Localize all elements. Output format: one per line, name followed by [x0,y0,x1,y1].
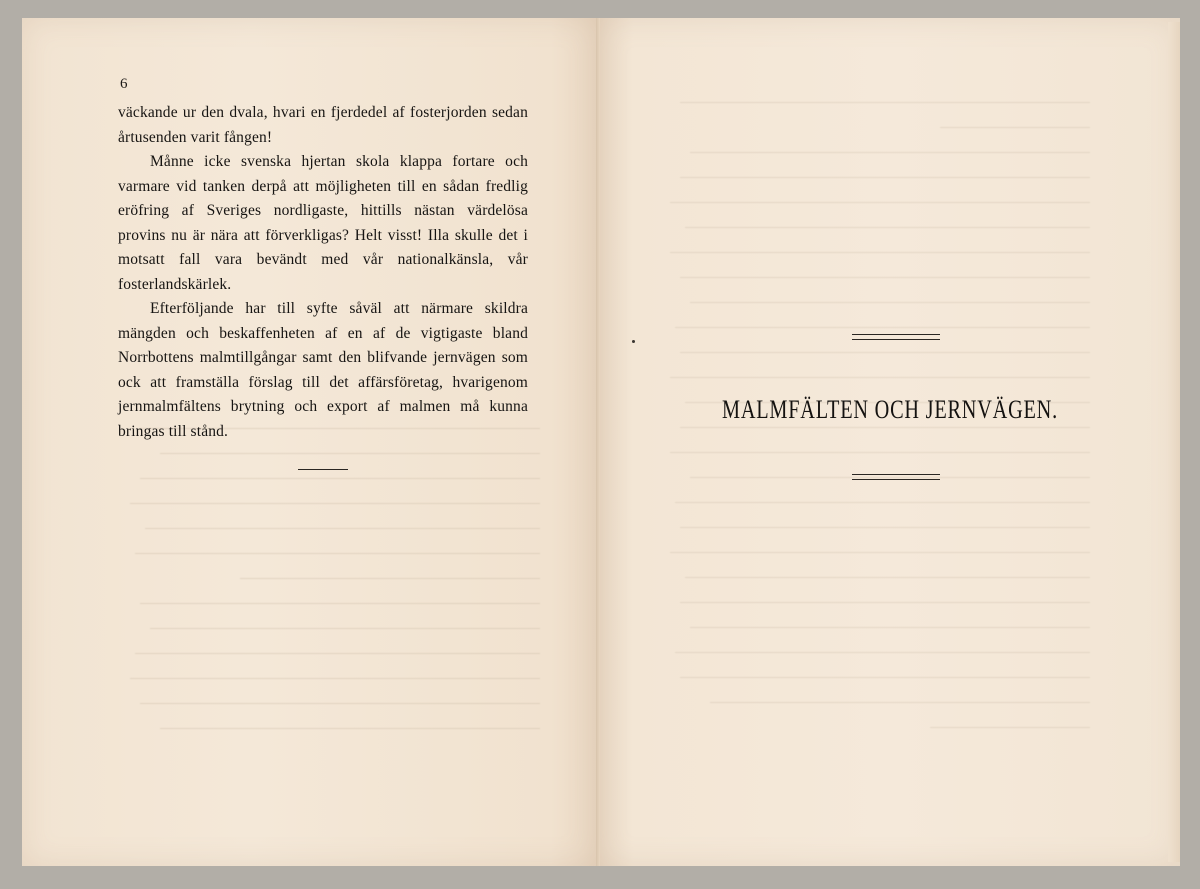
book-spine [596,18,600,866]
show-through-texture [660,92,1090,792]
page-mark [632,340,635,343]
top-ornamental-rule [852,334,940,340]
show-through-texture [120,424,540,784]
paragraph: Efterföljande har till syfte såväl att närmare skildra mängden och beskaffenheten af en af de vigtigaste bland Norrbottens malmtillgångar samt den blifvande jernvägen som ock att framställa förslag till det affärsföretag, hvarigenom jernmalmfältens brytning och export af malmen må kunna bringas till stånd. [118,300,528,440]
bottom-ornamental-rule [852,474,940,480]
paragraph: väckande ur den dvala, hvari en fjerdedel af fosterjorden sedan årtusenden varit fången! [118,104,528,146]
page-edge [1168,22,1180,862]
paragraph: Månne icke svenska hjertan skola klappa fortare och varmare vid tanken derpå att möjligheten till en sådan fredlig eröfring af Sveriges nordligaste, hittills nästan värdelösa provins nu är nära att förverkligas? Helt visst! Illa skulle det i motsatt fall vara bevändt med vår nationalkänsla, vår fosterlandskärlek. [118,153,528,293]
section-title: MALMFÄLTEN OCH JERNVÄGEN. [722,395,1058,424]
page-number: 6 [120,76,128,92]
separator-rule [298,469,348,470]
body-text [118,101,528,444]
